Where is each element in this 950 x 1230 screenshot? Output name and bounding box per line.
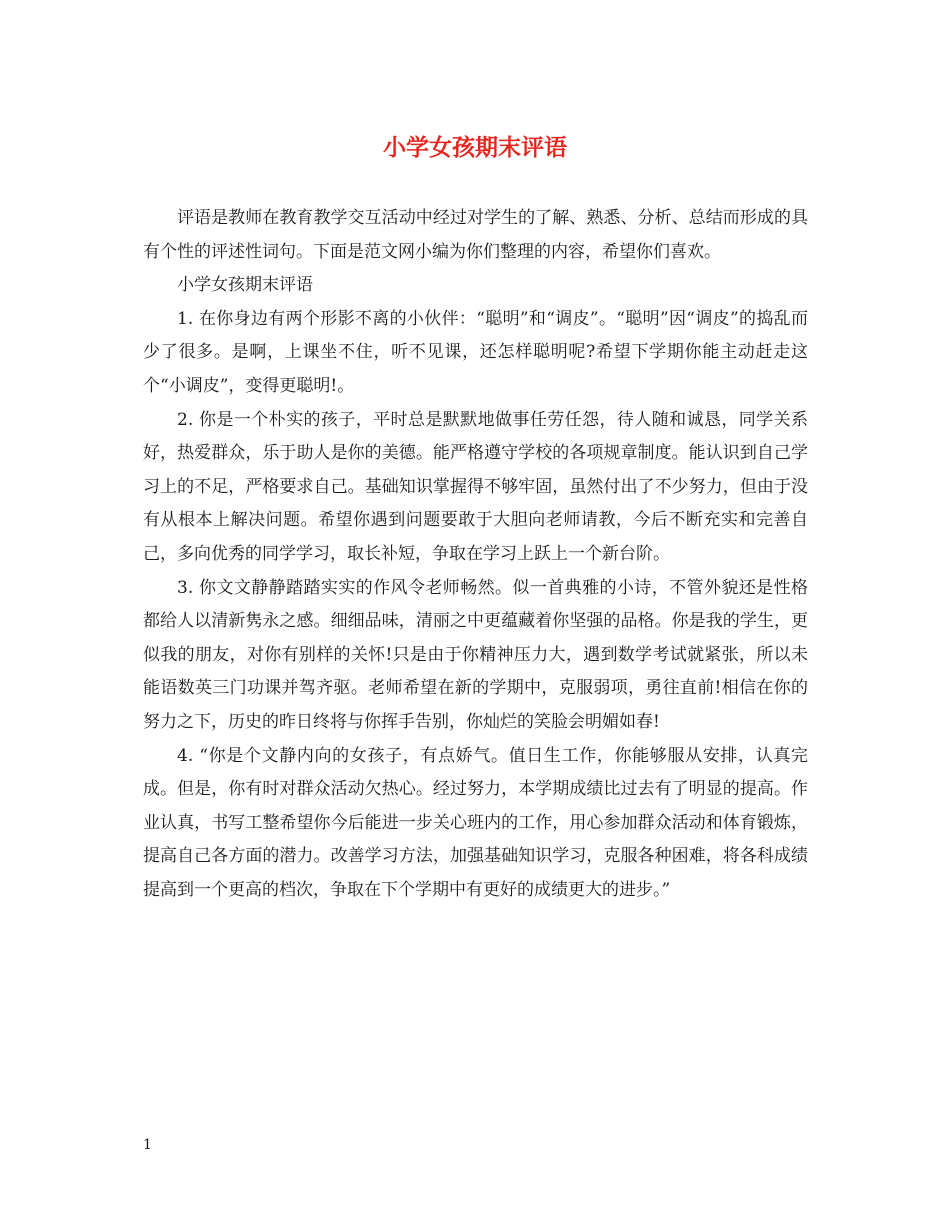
- document-title: 小学女孩期末评语: [383, 134, 567, 161]
- page-number: 1: [143, 1137, 152, 1153]
- comment-paragraph-1: 1. 在你身边有两个形影不离的小伙伴：“聪明”和“调皮”。“聪明”因“调皮”的捣乱而少了很多。是啊，上课坐不住，听不见课，还怎样聪明呢?希望下学期你能主动赶走这个“小调皮”，变得更聪明!。: [143, 308, 808, 396]
- section-heading: 小学女孩期末评语: [177, 275, 313, 296]
- comment-paragraph-3: 3. 你文文静静踏踏实实的作风令老师畅然。似一首典雅的小诗，不管外貌还是性格都给人以清新隽永之感。细细品味，清丽之中更蕴藏着你坚强的品格。你是我的学生，更似我的朋友，对你有别样的关怀!只是由于你精神压力大，遇到数学考试就紧张，所以未能语数英三门功课并驾齐驱。老师希望在新的学期中，克服弱项，勇往直前!相信在你的努力之下，历史的昨日终将与你挥手告别，你灿烂的笑脸会明媚如春!: [143, 577, 808, 732]
- intro-paragraph: 评语是教师在教育教学交互活动中经过对学生的了解、熟悉、分析、总结而形成的具有个性的评述性词句。下面是范文网小编为你们整理的内容，希望你们喜欢。: [143, 208, 808, 262]
- document-body: [143, 202, 808, 907]
- comment-paragraph-4: 4. “你是个文静内向的女孩子，有点娇气。值日生工作，你能够服从安排，认真完成。但是，你有时对群众活动欠热心。经过努力，本学期成绩比过去有了明显的提高。作业认真，书写工整希望你今后能进一步关心班内的工作，用心参加群众活动和体育锻炼，提高自己各方面的潜力。改善学习方法，加强基础知识学习，克服各种困难，将各科成绩提高到一个更高的档次，争取在下个学期中有更好的成绩更大的进步。”: [143, 745, 808, 900]
- comment-paragraph-2: 2. 你是一个朴实的孩子，平时总是默默地做事任劳任怨，待人随和诚恳，同学关系好，热爱群众，乐于助人是你的美德。能严格遵守学校的各项规章制度。能认识到自己学习上的不足，严格要求自己。基础知识掌握得不够牢固，虽然付出了不少努力，但由于没有从根本上解决问题。希望你遇到问题要敢于大胆向老师请教，今后不断充实和完善自己，多向优秀的同学学习，取长补短，争取在学习上跃上一个新台阶。: [143, 409, 808, 564]
